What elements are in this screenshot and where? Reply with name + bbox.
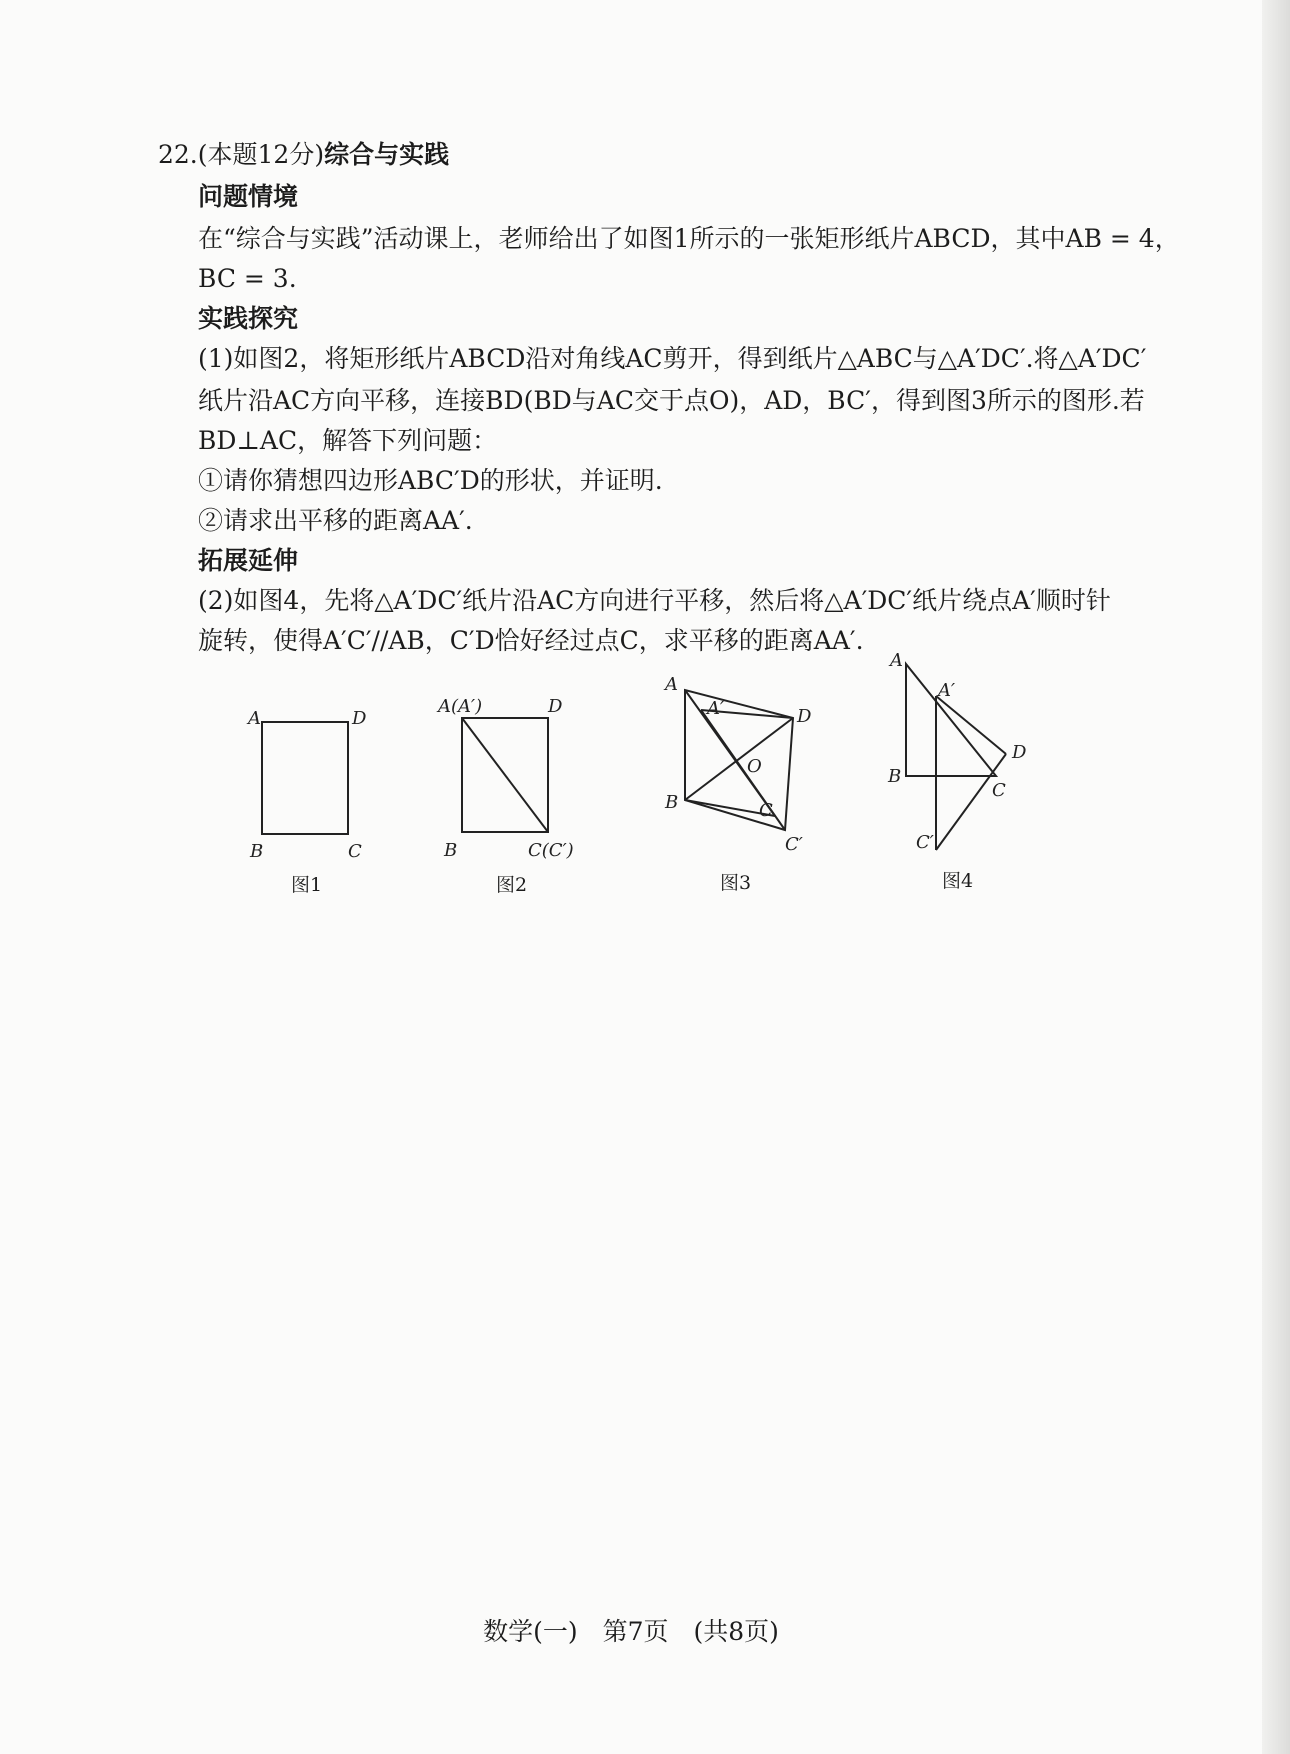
fig4-label-C: C [992,780,1006,801]
fig3-label-A1: A′ [707,698,725,719]
fig3-label-A: A [665,674,678,695]
fig4-line-DC1 [936,754,1006,850]
context-text-line2: BC = 3. [198,264,297,293]
fig1-caption: 图1 [291,874,323,896]
fig3-caption: 图3 [720,872,752,894]
extend-heading: 拓展延伸 [198,546,299,575]
practice-text-line3: BD⊥AC，解答下列问题： [198,426,498,455]
figure-4 [880,650,1080,874]
fig4-label-C1: C′ [916,832,934,853]
extend-text-line1: (2)如图4，先将△A′DC′纸片沿AC方向进行平移，然后将△A′DC′纸片绕点A′顺时针 [198,586,1111,615]
question-score: (本题12分) [197,140,325,169]
fig4-caption: 图4 [942,870,974,892]
fig2-label-B: B [444,840,458,861]
fig3-line-BD [685,718,793,800]
fig2-label-C: C(C′) [528,840,574,861]
fig3-label-O: O [747,756,762,777]
fig4-label-A: A [890,650,903,671]
fig2-caption: 图2 [496,874,528,896]
context-heading: 问题情境 [198,182,299,211]
figure-2 [440,690,600,874]
fig2-label-A: A(A′) [438,696,483,717]
question-number: 22. [158,140,198,169]
figure-1 [240,700,390,874]
practice-text-line2: 纸片沿AC方向平移，连接BD(BD与AC交于点O)，AD，BC′，得到图3所示的图形.若 [198,386,1145,415]
context-text-line1: 在“综合与实践”活动课上，老师给出了如图1所示的一张矩形纸片ABCD，其中AB = 4， [198,224,1180,253]
fig1-label-B: B [250,841,264,862]
fig3-label-B: B [665,792,679,813]
practice-text-line1: (1)如图2，将矩形纸片ABCD沿对角线AC剪开，得到纸片△ABC与△A′DC′.将△A′DC′ [198,344,1147,373]
fig4-label-A1: A′ [938,680,956,701]
page-edge-shadow [1262,0,1290,1754]
extend-text-line2: 旋转，使得A′C′//AB，C′D恰好经过点C，求平移的距离AA′. [198,626,864,655]
fig4-label-D: D [1012,742,1027,763]
subquestion-2: ②请求出平移的距离AA′. [198,506,473,535]
fig3-label-C: C [759,800,773,821]
fig3-label-D: D [797,706,812,727]
practice-heading: 实践探究 [198,304,299,333]
figure-3 [655,670,855,874]
fig1-label-A: A [248,708,261,729]
subquestion-1: ①请你猜想四边形ABC′D的形状，并证明. [198,466,663,495]
fig3-label-C1: C′ [785,834,803,855]
fig4-label-B: B [888,766,902,787]
question-header [158,138,449,172]
question-title: 综合与实践 [324,140,450,169]
fig1-rectangle [262,722,348,834]
fig1-label-C: C [348,841,362,862]
fig2-diagonal-AC [462,718,548,832]
fig2-label-D: D [548,696,563,717]
page-footer: 数学(一) 第7页 (共8页) [483,1617,779,1646]
fig1-label-D: D [352,708,367,729]
